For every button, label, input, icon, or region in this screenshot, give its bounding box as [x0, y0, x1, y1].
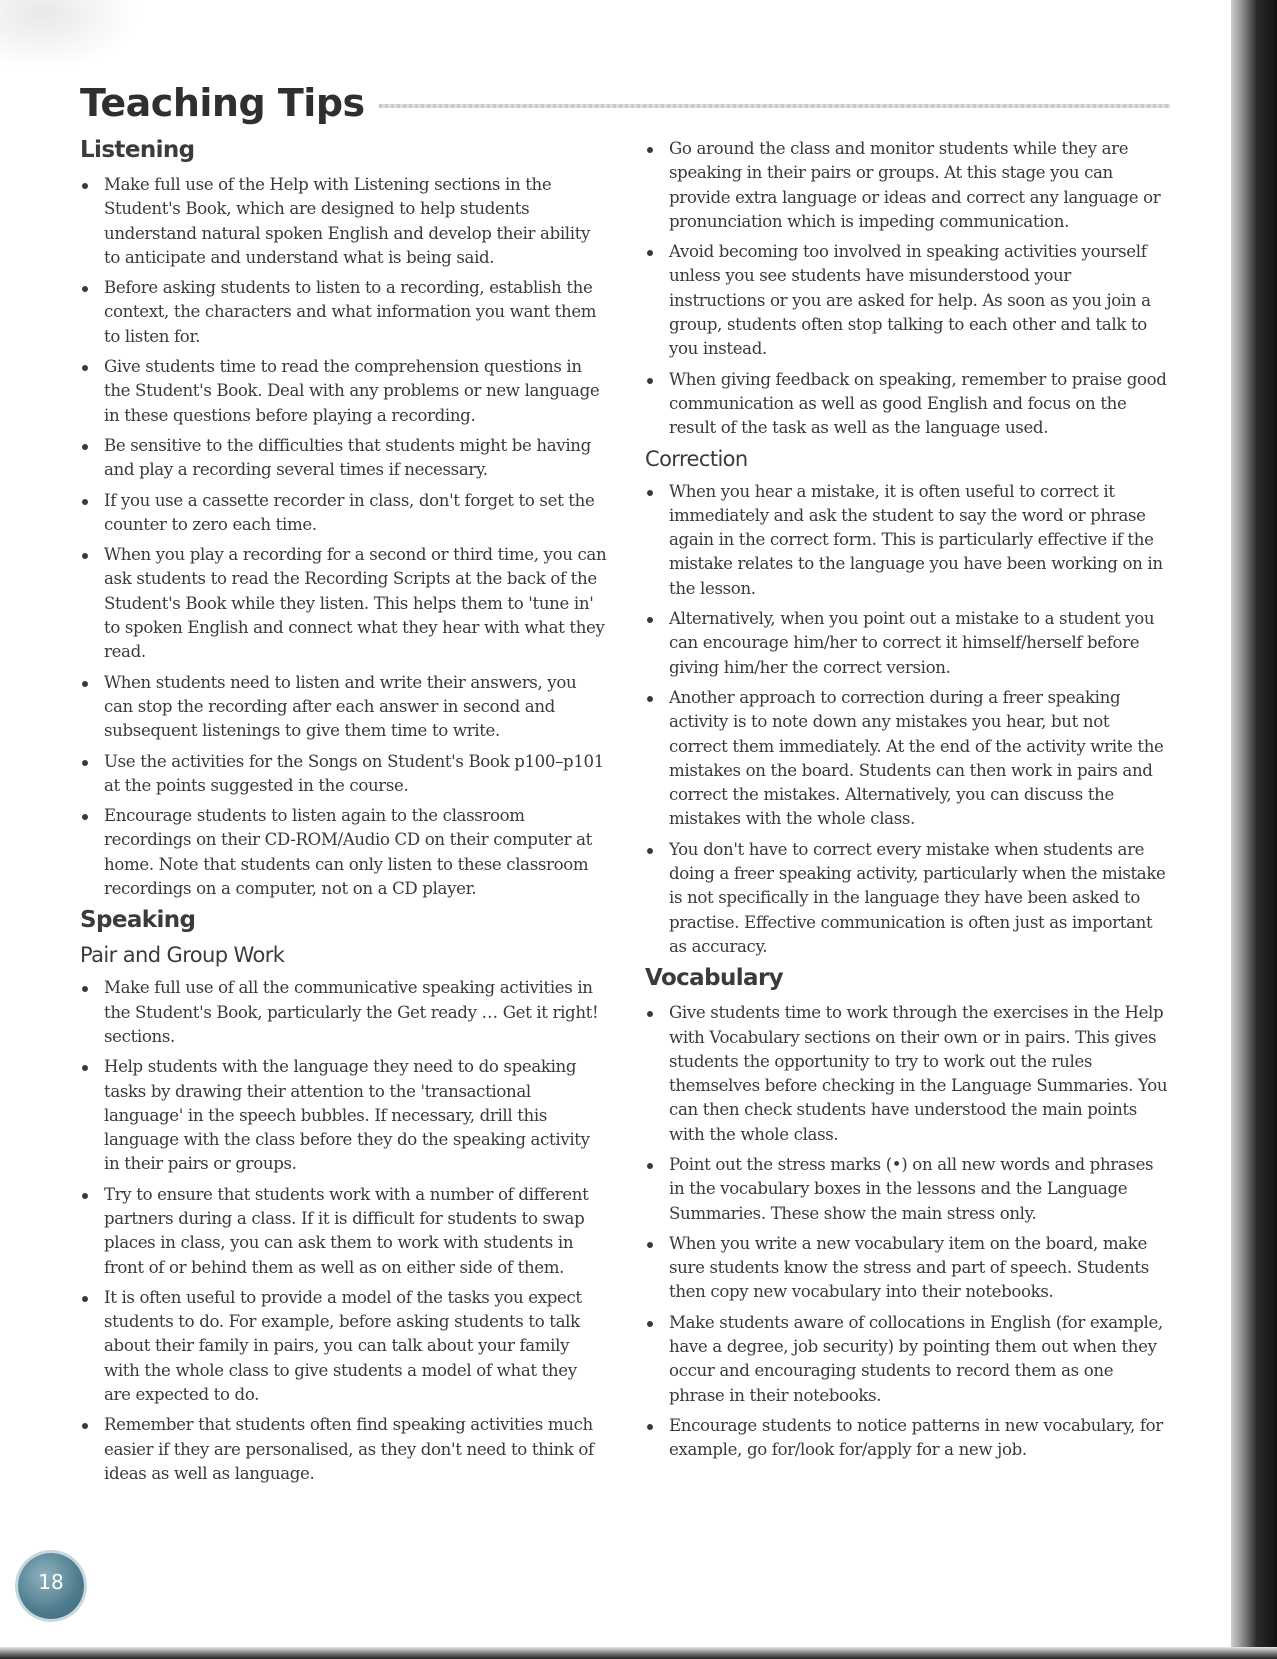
title-row: [80, 78, 1170, 128]
bullet-icon: [82, 1296, 88, 1302]
bullet-icon: [82, 444, 88, 450]
speaking-heading: Speaking: [80, 907, 196, 934]
list-item: [80, 1183, 608, 1280]
list-item: [80, 804, 608, 901]
tip-text: Make full use of the Help with Listening sections in the Student's Book, which are designed to help students understand natural spoken English and develop their ability to anticipate and understand what is being said.: [104, 175, 591, 267]
list-item: [80, 1286, 608, 1407]
list-item: [645, 1232, 1170, 1305]
list-item: [645, 368, 1170, 441]
speaking-tips: [80, 976, 608, 1486]
listening-tips: [80, 173, 608, 901]
tip-text: When you play a recording for a second or third time, you can ask students to read the Recording Scripts at the back of the Student's Book while they listen. This helps them to 'tune in' to spoken English and connect what they hear with what they read.: [104, 545, 607, 662]
list-item: [80, 750, 608, 799]
bullet-icon: [647, 696, 653, 702]
tip-text: Before asking students to listen to a recording, establish the context, the characters and what information you want them to listen for.: [104, 278, 597, 346]
list-item: [80, 276, 608, 349]
speaking-tips-continued: [645, 137, 1170, 441]
list-item: [645, 838, 1170, 959]
list-item: [80, 173, 608, 270]
bullet-icon: [82, 499, 88, 505]
tip-text: Avoid becoming too involved in speaking activities yourself unless you see students have misunderstood your instructions or you are asked for help. As soon as you join a group, students often stop talking to each other and talk to you instead.: [669, 242, 1151, 359]
tip-text: When students need to listen and write their answers, you can stop the recording after each answer in second and subsequent listenings to give them time to write.: [104, 672, 577, 741]
correction-tips: [645, 480, 1170, 960]
list-item: [645, 480, 1170, 601]
list-item: [645, 240, 1170, 361]
bullet-icon: [82, 986, 88, 992]
bullet-icon: [647, 378, 653, 384]
tip-text: Try to ensure that students work with a number of different partners during a class. If it is difficult for students to swap places in class, you can ask them to work with students in front of or behind them as well as on either side of them.: [104, 1184, 589, 1277]
bullet-icon: [82, 1193, 88, 1199]
vocabulary-heading: Vocabulary: [645, 965, 784, 992]
tip-text: When you write a new vocabulary item on the board, make sure students know the stress and part of speech. Students then copy new vocabulary into their notebooks.: [669, 1233, 1149, 1302]
tip-text: Use the activities for the Songs on Student's Book p100–p101 at the points suggested in the course.: [104, 751, 604, 795]
scan-edge-bottom: [0, 1647, 1277, 1659]
left-column: [80, 137, 608, 1492]
pair-group-work-subheading: Pair and Group Work: [80, 943, 285, 968]
list-item: [645, 137, 1170, 234]
list-item: [80, 1055, 608, 1176]
binding-shadow-right: [1231, 0, 1277, 1659]
list-item: [645, 1153, 1170, 1226]
list-item: [80, 489, 608, 538]
bullet-icon: [82, 760, 88, 766]
tip-text: Make students aware of collocations in English (for example, have a degree, job security) by pointing them out when they occur and encouraging students to record them as one phrase in their notebooks.: [669, 1312, 1163, 1405]
list-item: [80, 355, 608, 428]
bullet-icon: [82, 286, 88, 292]
bullet-icon: [647, 617, 653, 623]
listening-heading: Listening: [80, 137, 195, 163]
bullet-icon: [647, 250, 653, 256]
tip-text: Point out the stress marks (•) on all new words and phrases in the vocabulary boxes in the lessons and the Language Summaries. These show the main stress only.: [669, 1154, 1154, 1223]
bullet-icon: [82, 1065, 88, 1071]
tip-text: It is often useful to provide a model of the tasks you expect students to do. For example, before asking students to talk about their family in pairs, you can talk about your family with the whole class to give students a model of what they are expected to do.: [104, 1287, 582, 1405]
right-column: [645, 137, 1170, 1469]
tip-text: Remember that students often find speaking activities much easier if they are personalised, as they don't need to think of ideas as well as language.: [104, 1415, 594, 1483]
list-item: [80, 671, 608, 744]
tip-text: Alternatively, when you point out a mistake to a student you can encourage him/her to correct it himself/herself before giving him/her the correct version.: [669, 609, 1155, 677]
tip-text: Another approach to correction during a freer speaking activity is to note down any mistakes you hear, but not correct them immediately. At the end of the activity write the mistakes on the board. Students can then work in pairs and correct the mistakes. Alternatively, you can discuss the mistakes with the whole class.: [669, 687, 1164, 829]
list-item: [80, 1413, 608, 1486]
correction-heading: Correction: [645, 446, 748, 471]
tip-text: When giving feedback on speaking, remember to praise good communication as well as good English and focus on the result of the task as well as the language used.: [669, 369, 1167, 438]
tip-text: Be sensitive to the difficulties that students might be having and play a recording several times if necessary.: [104, 435, 591, 480]
list-item: [645, 686, 1170, 832]
bullet-icon: [82, 365, 88, 371]
bullet-icon: [82, 183, 88, 189]
list-item: [80, 976, 608, 1049]
bullet-icon: [82, 814, 88, 820]
bullet-icon: [647, 1321, 653, 1327]
tip-text: Give students time to read the comprehension questions in the Student's Book. Deal with any problems or new language in these questions before playing a recording.: [104, 357, 600, 425]
tip-text: Go around the class and monitor students while they are speaking in their pairs or groups. At this stage you can provide extra language or ideas and correct any language or pronunciation which is impeding communication.: [669, 139, 1161, 231]
page-corner-shade: [0, 0, 140, 70]
list-item: [645, 1414, 1170, 1463]
bullet-icon: [647, 1242, 653, 1248]
list-item: [645, 607, 1170, 680]
bullet-icon: [647, 1163, 653, 1169]
tip-text: Encourage students to listen again to the classroom recordings on their CD-ROM/Audio CD on their computer at home. Note that students can only listen to these classroom recordings on a computer, not on a CD player.: [104, 806, 593, 899]
bullet-icon: [647, 147, 653, 153]
tip-text: If you use a cassette recorder in class, don't forget to set the counter to zero each time.: [104, 490, 595, 534]
title-rule: [379, 104, 1170, 108]
page-number: 18: [38, 1570, 64, 1594]
tip-text: Give students time to work through the exercises in the Help with Vocabulary sections on their own or in pairs. This gives students the opportunity to try to work out the rules themselves before checking in the Language Summaries. You can then check students have understood the main points with the whole class.: [669, 1003, 1168, 1144]
bullet-icon: [82, 681, 88, 687]
vocabulary-tips: [645, 1001, 1170, 1462]
bullet-icon: [647, 1424, 653, 1430]
tip-text: You don't have to correct every mistake when students are doing a freer speaking activity, particularly when the mistake is not specifically in the language they have been asked to practise. Effective communication is often just as important as accuracy.: [669, 839, 1166, 956]
tip-text: When you hear a mistake, it is often useful to correct it immediately and ask the student to say the word or phrase again in the correct form. This is particularly effective if the mistake relates to the language you have been working on in the lesson.: [669, 481, 1163, 598]
list-item: [80, 543, 608, 664]
tip-text: Encourage students to notice patterns in new vocabulary, for example, go for/look for/apply for a new job.: [669, 1415, 1163, 1460]
bullet-icon: [647, 1011, 653, 1017]
bullet-icon: [82, 1423, 88, 1429]
tip-text: Help students with the language they need to do speaking tasks by drawing their attention to the 'transactional language' in the speech bubbles. If necessary, drill this language with the class before they do the speaking activity in their pairs or groups.: [104, 1057, 590, 1174]
tip-text: Make full use of all the communicative speaking activities in the Student's Book, particularly the Get ready … Get it right! sections.: [104, 978, 599, 1046]
bullet-icon: [647, 848, 653, 854]
list-item: [80, 434, 608, 483]
bullet-icon: [647, 490, 653, 496]
list-item: [645, 1311, 1170, 1408]
bullet-icon: [82, 553, 88, 559]
list-item: [645, 1001, 1170, 1147]
page-title: Teaching Tips: [80, 81, 365, 125]
